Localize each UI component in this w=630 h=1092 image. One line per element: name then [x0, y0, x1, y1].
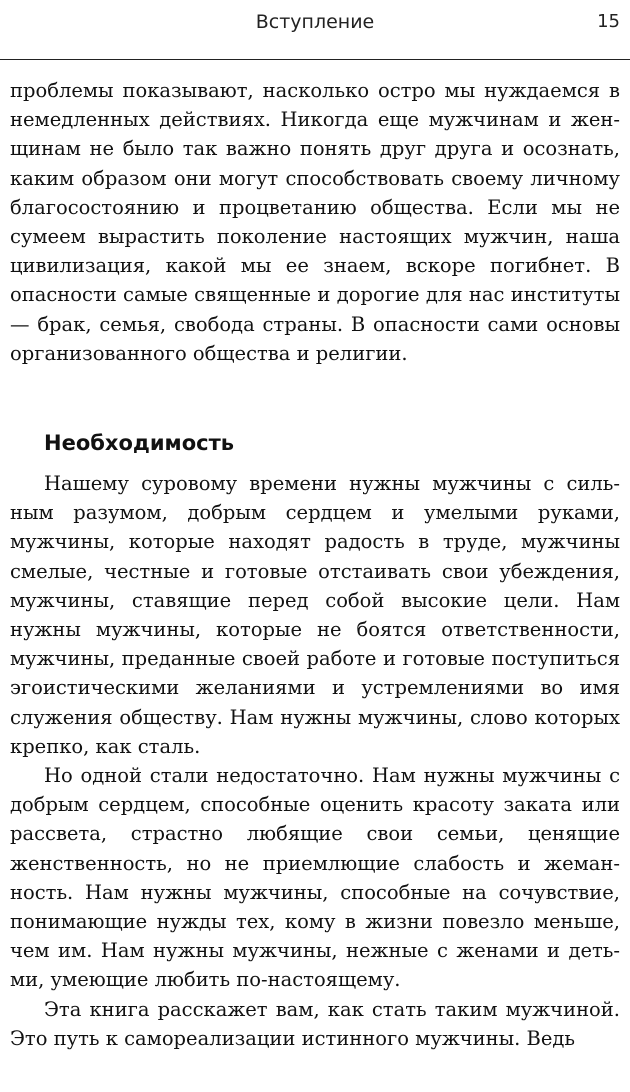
running-header: [0, 0, 630, 60]
paragraph-1: Нашему суровому времени нужны мужчины с сильным разумом, добрым сердцем и умелыми руками, мужчины, которые находят радость в труде, мужчины смелые, честные и готовые отстаивать свои убеждения, мужчины, ставящие перед собой высокие цели. Нам нужны мужчины, которые не боятся ответственности, мужчины, преданные своей работе и готовые поступиться эгоистическими желаниями и устремлениями во имя служения обществу. Нам нужны мужчины, слово которых крепко, как сталь.: [10, 472, 620, 758]
page-body: [10, 76, 620, 1053]
running-header-title: Вступление: [255, 11, 375, 33]
page-number: 15: [597, 11, 620, 32]
paragraph-2: Но одной стали недостаточно. Нам нужны мужчины с добрым сердцем, способные оценить красоту заката или рассвета, страстно любящие свои семьи, ценящие женственность, но не приемлющие слабость и жеманность. Нам нужны мужчины, способные на сочувствие, понимающие нужды тех, кому в жизни повезло меньше, чем им. Нам нужны мужчины, нежные с женами и детьми, умеющие любить по-настоящему.: [10, 764, 620, 992]
section-heading: Необходимость: [44, 431, 235, 456]
paragraph-3: Эта книга расскажет вам, как стать таким мужчиной. Это путь к самореализации истинного мужчины. Ведь: [10, 997, 620, 1050]
intro-paragraph: проблемы показывают, насколько остро мы нуждаемся в немедленных действиях. Никогда еще мужчинам и женщинам не было так важно понять друг друга и осознать, каким образом они могут способствовать своему личному благосостоянию и процветанию общества. Если мы не сумеем вырастить поколение настоящих мужчин, наша цивилизация, какой мы ее знаем, вскоре погибнет. В опасности самые священные и дорогие для нас институты — брак, семья, свобода страны. В опасности сами основы организованного общества и религии.: [10, 79, 620, 365]
